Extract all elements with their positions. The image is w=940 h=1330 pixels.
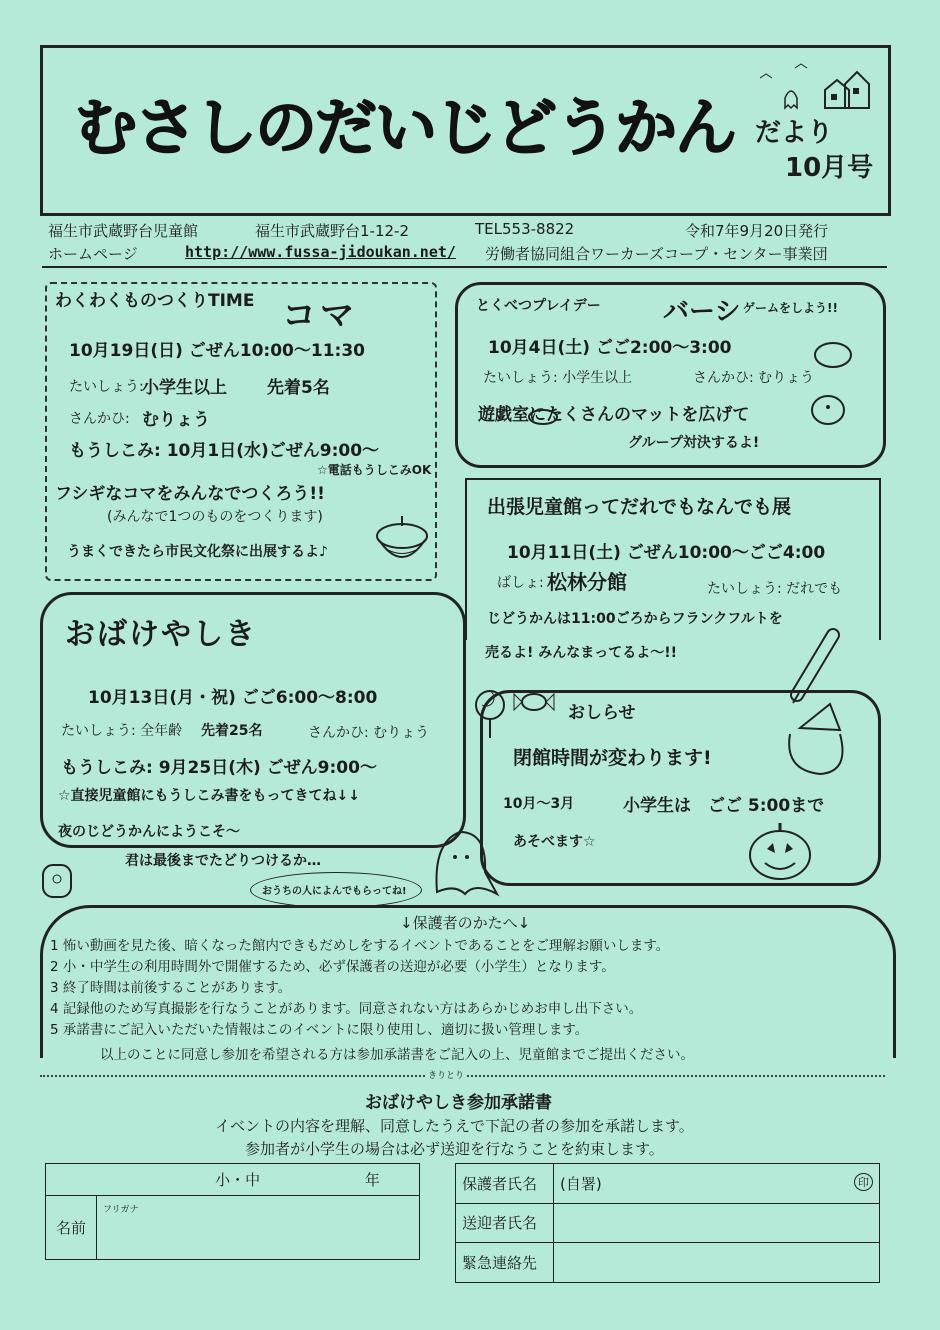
grade-label: 小・中 bbox=[215, 1171, 261, 1189]
monodukuri-target-label: たいしょう: bbox=[69, 379, 144, 395]
monodukuri-desc2: (みんなで1つのものをつくります) bbox=[107, 509, 323, 525]
outreach-place: 松林分館 bbox=[547, 570, 627, 594]
year-label: 年 bbox=[364, 1171, 380, 1189]
guardian-table bbox=[455, 1163, 880, 1283]
guardian-heading: ↓保護者のかたへ↓ bbox=[400, 914, 531, 932]
notice-period: 10月～3月 bbox=[503, 796, 575, 812]
notice-closing-change: 閉館時間が変わります! bbox=[513, 747, 712, 769]
address: 福生市武蔵野台1-12-2 bbox=[255, 222, 409, 240]
notice-target: 小学生は bbox=[623, 796, 691, 816]
monodukuri-heading: わくわくものつくりTIME bbox=[55, 291, 255, 311]
notice-heading: おしらせ bbox=[568, 703, 636, 723]
special-date: 10月4日(土) ごご2:00～3:00 bbox=[488, 338, 732, 358]
mat-icon bbox=[518, 395, 568, 445]
haunted-fee: さんかひ: むりょう bbox=[308, 725, 430, 741]
monodukuri-date: 10月19日(日) ごぜん10:00～11:30 bbox=[69, 341, 365, 361]
monodukuri-desc1: フシギなコマをみんなでつくろう!! bbox=[55, 484, 325, 504]
outreach-place-label: ばしょ: bbox=[497, 575, 544, 591]
outreach-section bbox=[465, 478, 881, 640]
guardian-item: 1 怖い動画を見た後、暗くなった館内できもだめしをするイベントであることをご理解お願いします。 bbox=[50, 938, 670, 954]
monodukuri-item: コマ bbox=[282, 296, 358, 336]
emergency-contact-label: 緊急連絡先 bbox=[456, 1243, 554, 1283]
haunted-target: たいしょう: 全年齢 bbox=[61, 723, 183, 739]
monodukuri-target: 小学生以上 bbox=[142, 378, 227, 398]
homepage-label: ホームページ bbox=[48, 245, 138, 263]
homepage-link[interactable]: http://www.fussa-jidoukan.net/ bbox=[185, 243, 456, 261]
emergency-contact-field[interactable] bbox=[554, 1243, 880, 1283]
special-game-suffix: ゲームをしよう!! bbox=[743, 301, 838, 315]
monodukuri-fee-label: さんかひ: bbox=[69, 411, 130, 427]
guardian-name-field[interactable] bbox=[554, 1164, 880, 1204]
outreach-heading: 出張児童館ってだれでもなんでも展 bbox=[487, 496, 792, 518]
special-fee: さんかひ: むりょう bbox=[693, 370, 815, 386]
haunted-heading: おばけやしき bbox=[65, 617, 257, 652]
guardian-item: 3 終了時間は前後することがあります。 bbox=[50, 980, 292, 996]
issue-label: 10月号 bbox=[785, 153, 874, 183]
newsletter-title: むさしのだいじどうかん bbox=[75, 91, 736, 164]
organization-name: 労働者協同組合ワーカーズコープ・センター事業団 bbox=[485, 245, 828, 263]
special-desc1: 遊戯室にたくさんのマットを広げて bbox=[478, 405, 750, 425]
header-divider bbox=[42, 266, 887, 268]
telephone: TEL553-8822 bbox=[475, 220, 575, 238]
special-heading: とくべつプレイデー bbox=[476, 298, 601, 314]
facility-name: 福生市武蔵野台児童館 bbox=[48, 222, 199, 240]
guardian-item: 5 承諾書にご記入いただいた情報はこのイベントに限り使用し、適切に扱い管理します。 bbox=[50, 1022, 589, 1038]
special-playday-section bbox=[455, 282, 886, 468]
outreach-target: たいしょう: だれでも bbox=[707, 581, 843, 597]
special-game: バーシ bbox=[663, 297, 741, 327]
outreach-desc2: 売るよ! みんなまってるよ～!! bbox=[485, 645, 678, 661]
newsletter-subtitle: だより bbox=[755, 118, 834, 148]
form-title: おばけやしき参加承諾書 bbox=[365, 1093, 552, 1113]
haunted-date: 10月13日(月・祝) ごご6:00～8:00 bbox=[88, 688, 378, 708]
form-consent-line1: イベントの内容を理解、同意したうえで下記の者の参加を承諾します。 bbox=[215, 1117, 694, 1135]
seal-label: 印 bbox=[854, 1173, 873, 1191]
guardian-closing: 以上のことに同意し参加を希望される方は参加承諾書をご記入の上、児童館までご提出ください。 bbox=[100, 1047, 694, 1063]
haunted-challenge: 君は最後までたどりつけるか… bbox=[125, 853, 321, 869]
bird-character-icon bbox=[798, 325, 868, 435]
outreach-date: 10月11日(土) ごぜん10:00～ごご4:00 bbox=[507, 543, 826, 563]
monodukuri-capacity: 先着5名 bbox=[267, 378, 330, 398]
haunted-house-icon bbox=[745, 60, 885, 120]
haunted-house-event-section bbox=[40, 592, 466, 848]
special-target: たいしょう: 小学生以上 bbox=[483, 370, 633, 386]
guardian-name-label: 保護者氏名 bbox=[456, 1164, 554, 1204]
haunted-welcome: 夜のじどうかんにようこそ～ bbox=[58, 824, 240, 840]
pickup-name-field[interactable] bbox=[554, 1203, 880, 1243]
monodukuri-section bbox=[45, 282, 437, 581]
guardian-list bbox=[50, 936, 669, 1041]
notice-time: ごご 5:00まで bbox=[708, 796, 825, 816]
guardian-item: 2 小・中学生の利用時間外で開催するため、必ず保護者の送迎が必要（小学生）となります。 bbox=[50, 959, 615, 975]
witch-ghost-icon bbox=[780, 700, 860, 780]
haunted-capacity: 先着25名 bbox=[201, 723, 263, 739]
monodukuri-desc3: うまくできたら市民文化祭に出展するよ♪ bbox=[67, 544, 328, 560]
issue-date: 令和7年9月20日発行 bbox=[685, 222, 829, 240]
cut-label: きりとり bbox=[425, 1068, 467, 1081]
lantern-icon bbox=[35, 855, 80, 905]
furigana-label: フリガナ bbox=[103, 1205, 139, 1215]
monodukuri-phone-ok: ☆電話もうしこみOK bbox=[317, 463, 432, 477]
haunted-direct-note: ☆直接児童館にもうしこみ書をもってきてね↓↓ bbox=[58, 788, 361, 804]
form-consent-line2: 参加者が小学生の場合は必ず送迎を行なうことを約束します。 bbox=[245, 1140, 664, 1158]
monodukuri-fee: むりょう bbox=[142, 410, 210, 430]
participant-name-label: 名前 bbox=[46, 1196, 97, 1260]
bubble-text: おうちの人によんでもらってね! bbox=[262, 886, 407, 897]
outreach-desc1: じどうかんは11:00ごろからフランクフルトを bbox=[487, 611, 783, 627]
signature-label: (自署) bbox=[560, 1174, 602, 1193]
pickup-name-label: 送迎者氏名 bbox=[456, 1203, 554, 1243]
participant-table bbox=[45, 1163, 420, 1260]
haunted-apply: もうしこみ: 9月25日(木) ごぜん9:00～ bbox=[61, 758, 377, 778]
spinning-top-icon bbox=[372, 514, 432, 574]
pumpkin-icon bbox=[745, 815, 815, 885]
guardian-item: 4 記録他のため写真撮影を行なうことがあります。同意されない方はあらかじめお申し出下さい。 bbox=[50, 1001, 643, 1017]
monodukuri-apply: もうしこみ: 10月1日(水)ごぜん9:00～ bbox=[69, 441, 380, 461]
participant-name-field[interactable] bbox=[97, 1196, 420, 1260]
notice-play: あそべます☆ bbox=[513, 834, 596, 850]
special-desc2: グループ対決するよ! bbox=[628, 435, 760, 451]
